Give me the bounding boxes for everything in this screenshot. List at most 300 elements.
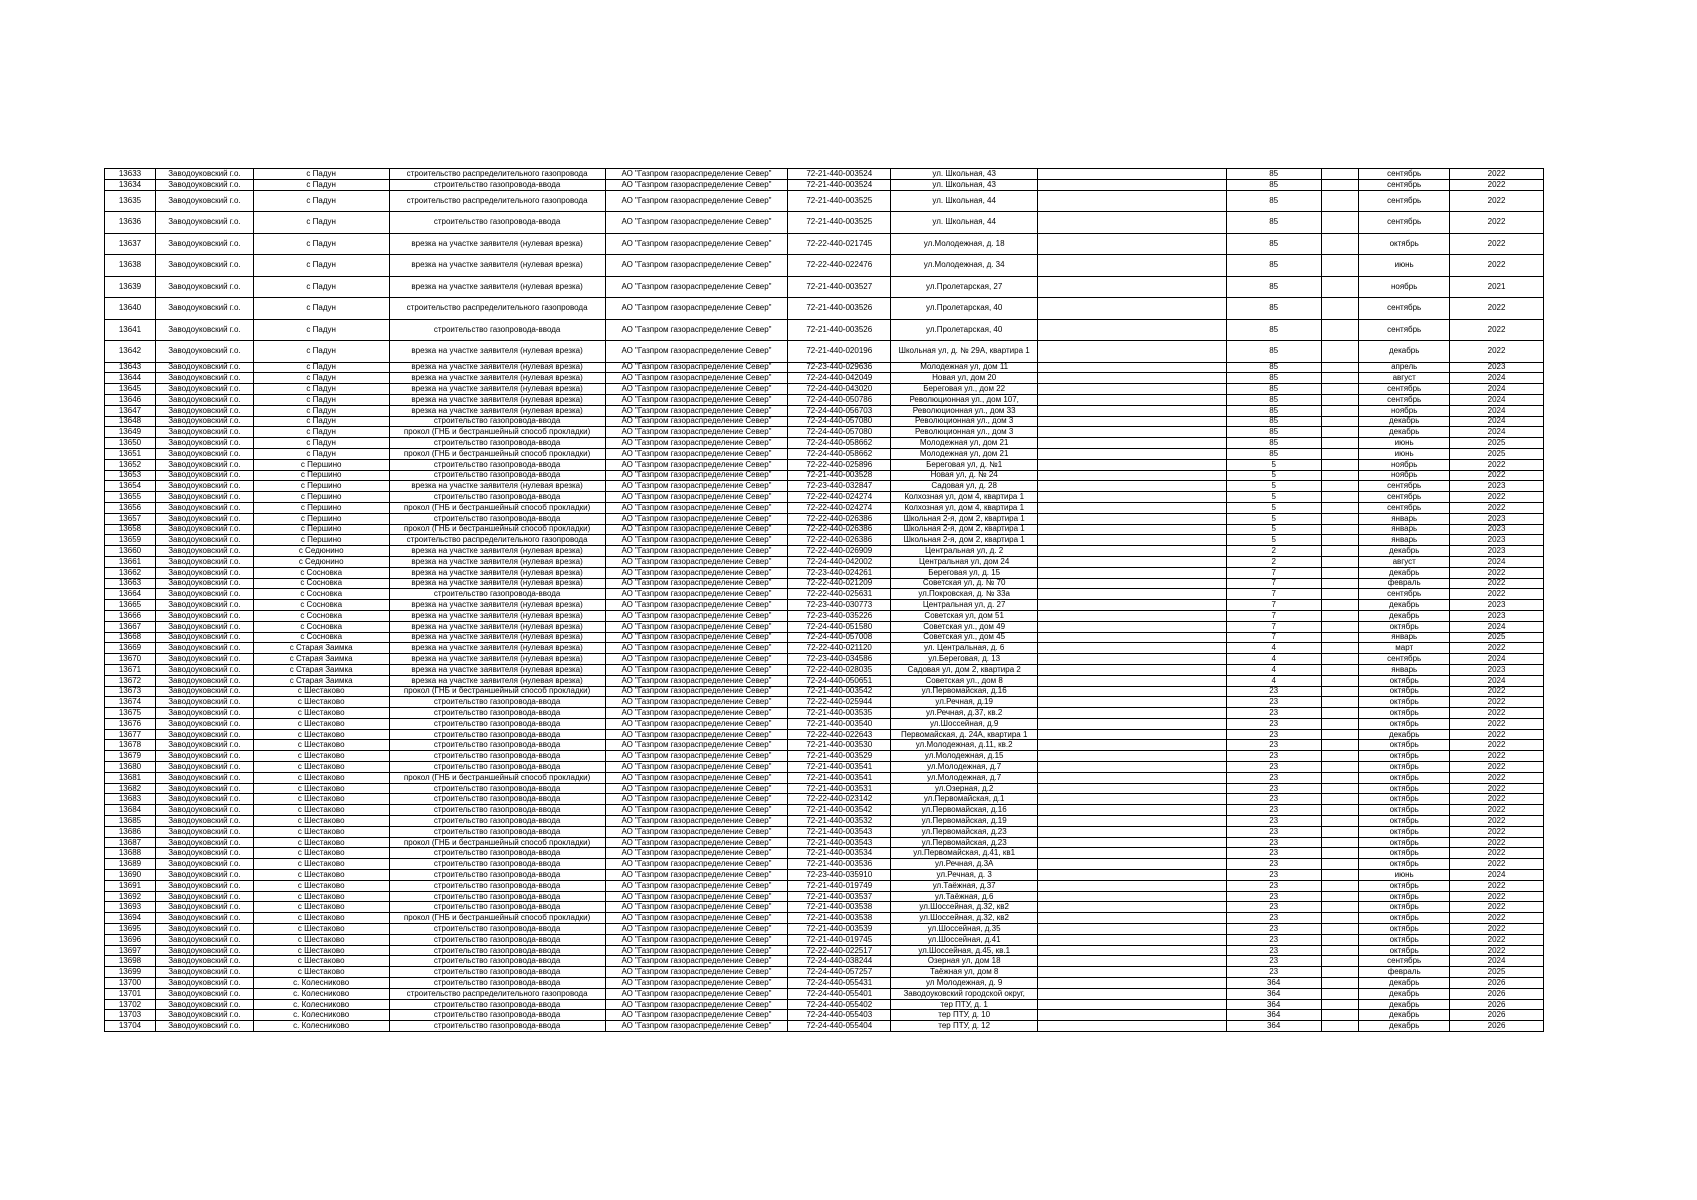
row-number-cell: 13666	[105, 610, 156, 621]
work-type-cell: строительство газопровода-ввода	[389, 751, 605, 762]
table-row	[105, 805, 1544, 816]
organization-cell: АО "Газпром газораспределение Север"	[605, 190, 788, 212]
empty-cell-2	[1321, 988, 1359, 999]
organization-cell: АО "Газпром газораспределение Север"	[605, 686, 788, 697]
application-number-cell: 72-24-440-055401	[788, 988, 891, 999]
address-cell: ул.Молодежная, д.15	[891, 751, 1038, 762]
row-number-cell: 13702	[105, 999, 156, 1010]
work-type-cell: строительство газопровода-ввода	[389, 416, 605, 427]
quantity-cell: 364	[1226, 978, 1321, 989]
month-cell: декабрь	[1359, 427, 1450, 438]
organization-cell: АО "Газпром газораспределение Север"	[605, 233, 788, 255]
organization-cell: АО "Газпром газораспределение Север"	[605, 945, 788, 956]
work-type-cell: врезка на участке заявителя (нулевая врезка)	[389, 341, 605, 363]
empty-cell	[1038, 384, 1227, 395]
work-type-cell: прокол (ГНБ и бестраншейный способ прокладки)	[389, 524, 605, 535]
work-type-cell: строительство газопровода-ввода	[389, 978, 605, 989]
quantity-cell: 85	[1226, 255, 1321, 277]
quantity-cell: 5	[1226, 524, 1321, 535]
work-type-cell: строительство газопровода-ввода	[389, 740, 605, 751]
month-cell: декабрь	[1359, 567, 1450, 578]
work-type-cell: строительство распределительного газопровода	[389, 298, 605, 320]
year-cell: 2022	[1450, 880, 1544, 891]
year-cell: 2025	[1450, 448, 1544, 459]
month-cell: февраль	[1359, 967, 1450, 978]
year-cell: 2026	[1450, 1010, 1544, 1021]
application-number-cell: 72-21-440-003536	[788, 859, 891, 870]
table-row	[105, 664, 1544, 675]
work-type-cell: строительство газопровода-ввода	[389, 967, 605, 978]
address-cell: Советская ул, д. № 70	[891, 578, 1038, 589]
organization-cell: АО "Газпром газораспределение Север"	[605, 697, 788, 708]
quantity-cell: 4	[1226, 675, 1321, 686]
district-cell: Заводоуковский г.о.	[155, 470, 253, 481]
empty-cell-2	[1321, 212, 1359, 234]
address-cell: Таёжная ул, дом 8	[891, 967, 1038, 978]
empty-cell	[1038, 664, 1227, 675]
month-cell: сентябрь	[1359, 654, 1450, 665]
table-row	[105, 654, 1544, 665]
data-table	[104, 168, 1544, 1032]
application-number-cell: 72-23-440-035226	[788, 610, 891, 621]
month-cell: октябрь	[1359, 826, 1450, 837]
district-cell: Заводоуковский г.о.	[155, 255, 253, 277]
year-cell: 2022	[1450, 169, 1544, 180]
month-cell: октябрь	[1359, 816, 1450, 827]
table-row	[105, 697, 1544, 708]
row-number-cell: 13670	[105, 654, 156, 665]
quantity-cell: 23	[1226, 826, 1321, 837]
table-row	[105, 190, 1544, 212]
empty-cell	[1038, 255, 1227, 277]
year-cell: 2025	[1450, 438, 1544, 449]
application-number-cell: 72-24-440-043020	[788, 384, 891, 395]
year-cell: 2022	[1450, 751, 1544, 762]
work-type-cell: врезка на участке заявителя (нулевая врезка)	[389, 405, 605, 416]
empty-cell-2	[1321, 341, 1359, 363]
organization-cell: АО "Газпром газораспределение Север"	[605, 481, 788, 492]
empty-cell-2	[1321, 448, 1359, 459]
month-cell: октябрь	[1359, 621, 1450, 632]
address-cell: ул.Молодежная, д.7	[891, 762, 1038, 773]
settlement-cell: с Шестаково	[253, 945, 389, 956]
organization-cell: АО "Газпром газораспределение Север"	[605, 578, 788, 589]
settlement-cell: с Падун	[253, 341, 389, 363]
district-cell: Заводоуковский г.о.	[155, 394, 253, 405]
quantity-cell: 85	[1226, 233, 1321, 255]
district-cell: Заводоуковский г.о.	[155, 999, 253, 1010]
empty-cell	[1038, 859, 1227, 870]
address-cell: Центральная ул, дом 24	[891, 556, 1038, 567]
settlement-cell: с Шестаково	[253, 826, 389, 837]
settlement-cell: с Шестаково	[253, 729, 389, 740]
empty-cell	[1038, 362, 1227, 373]
organization-cell: АО "Газпром газораспределение Север"	[605, 913, 788, 924]
empty-cell	[1038, 870, 1227, 881]
row-number-cell: 13699	[105, 967, 156, 978]
month-cell: ноябрь	[1359, 459, 1450, 470]
empty-cell	[1038, 762, 1227, 773]
address-cell: ул.Пролетарская, 27	[891, 276, 1038, 298]
application-number-cell: 72-23-440-035910	[788, 870, 891, 881]
organization-cell: АО "Газпром газораспределение Север"	[605, 621, 788, 632]
work-type-cell: строительство газопровода-ввода	[389, 762, 605, 773]
work-type-cell: прокол (ГНБ и бестраншейный способ прокладки)	[389, 448, 605, 459]
address-cell: ул.Шоссейная, д.45, кв.1	[891, 945, 1038, 956]
quantity-cell: 23	[1226, 967, 1321, 978]
application-number-cell: 72-22-440-021745	[788, 233, 891, 255]
settlement-cell: с Падун	[253, 233, 389, 255]
month-cell: октябрь	[1359, 934, 1450, 945]
address-cell: ул.Береговая, д. 13	[891, 654, 1038, 665]
empty-cell-2	[1321, 298, 1359, 320]
empty-cell-2	[1321, 794, 1359, 805]
month-cell: октябрь	[1359, 718, 1450, 729]
work-type-cell: строительство газопровода-ввода	[389, 805, 605, 816]
year-cell: 2022	[1450, 794, 1544, 805]
table-row	[105, 934, 1544, 945]
application-number-cell: 72-21-440-003526	[788, 298, 891, 320]
table-row	[105, 967, 1544, 978]
application-number-cell: 72-22-440-022476	[788, 255, 891, 277]
month-cell: сентябрь	[1359, 319, 1450, 341]
month-cell: сентябрь	[1359, 169, 1450, 180]
settlement-cell: с Сосновка	[253, 567, 389, 578]
district-cell: Заводоуковский г.о.	[155, 934, 253, 945]
organization-cell: АО "Газпром газораспределение Север"	[605, 448, 788, 459]
empty-cell	[1038, 394, 1227, 405]
row-number-cell: 13684	[105, 805, 156, 816]
address-cell: ул.Шоссейная, д.9	[891, 718, 1038, 729]
organization-cell: АО "Газпром газораспределение Север"	[605, 816, 788, 827]
empty-cell	[1038, 416, 1227, 427]
address-cell: Колхозная ул, дом 4, квартира 1	[891, 502, 1038, 513]
district-cell: Заводоуковский г.о.	[155, 524, 253, 535]
settlement-cell: с Шестаково	[253, 848, 389, 859]
application-number-cell: 72-24-440-055431	[788, 978, 891, 989]
empty-cell	[1038, 427, 1227, 438]
quantity-cell: 7	[1226, 621, 1321, 632]
empty-cell-2	[1321, 891, 1359, 902]
empty-cell-2	[1321, 1021, 1359, 1032]
quantity-cell: 4	[1226, 654, 1321, 665]
month-cell: сентябрь	[1359, 394, 1450, 405]
work-type-cell: строительство газопровода-ввода	[389, 880, 605, 891]
year-cell: 2024	[1450, 556, 1544, 567]
empty-cell	[1038, 924, 1227, 935]
organization-cell: АО "Газпром газораспределение Север"	[605, 276, 788, 298]
organization-cell: АО "Газпром газораспределение Север"	[605, 967, 788, 978]
table-row	[105, 751, 1544, 762]
empty-cell	[1038, 169, 1227, 180]
application-number-cell: 72-22-440-021120	[788, 643, 891, 654]
work-type-cell: врезка на участке заявителя (нулевая врезка)	[389, 664, 605, 675]
settlement-cell: с Старая Заимка	[253, 664, 389, 675]
quantity-cell: 85	[1226, 405, 1321, 416]
organization-cell: АО "Газпром газораспределение Север"	[605, 783, 788, 794]
work-type-cell: строительство газопровода-ввода	[389, 1010, 605, 1021]
quantity-cell: 85	[1226, 179, 1321, 190]
application-number-cell: 72-21-440-003541	[788, 772, 891, 783]
organization-cell: АО "Газпром газораспределение Север"	[605, 837, 788, 848]
application-number-cell: 72-24-440-042049	[788, 373, 891, 384]
address-cell: Колхозная ул, дом 4, квартира 1	[891, 492, 1038, 503]
quantity-cell: 85	[1226, 169, 1321, 180]
row-number-cell: 13638	[105, 255, 156, 277]
address-cell: ул.Шоссейная, д.32, кв2	[891, 913, 1038, 924]
year-cell: 2022	[1450, 686, 1544, 697]
row-number-cell: 13651	[105, 448, 156, 459]
year-cell: 2024	[1450, 384, 1544, 395]
address-cell: ул.Шоссейная, д.41	[891, 934, 1038, 945]
empty-cell-2	[1321, 567, 1359, 578]
work-type-cell: строительство газопровода-ввода	[389, 319, 605, 341]
settlement-cell: с Сосновка	[253, 610, 389, 621]
application-number-cell: 72-22-440-025944	[788, 697, 891, 708]
empty-cell-2	[1321, 751, 1359, 762]
address-cell: Революционная ул., дом 3	[891, 427, 1038, 438]
year-cell: 2022	[1450, 567, 1544, 578]
work-type-cell: прокол (ГНБ и бестраншейный способ прокладки)	[389, 772, 605, 783]
empty-cell	[1038, 373, 1227, 384]
organization-cell: АО "Газпром газораспределение Север"	[605, 632, 788, 643]
address-cell: ул.Покровская, д. № 33а	[891, 589, 1038, 600]
address-cell: ул.Первомайская, д.19	[891, 816, 1038, 827]
table-row	[105, 448, 1544, 459]
application-number-cell: 72-21-440-003525	[788, 212, 891, 234]
row-number-cell: 13649	[105, 427, 156, 438]
district-cell: Заводоуковский г.о.	[155, 362, 253, 373]
quantity-cell: 23	[1226, 718, 1321, 729]
work-type-cell: врезка на участке заявителя (нулевая врезка)	[389, 578, 605, 589]
row-number-cell: 13636	[105, 212, 156, 234]
quantity-cell: 23	[1226, 902, 1321, 913]
month-cell: октябрь	[1359, 805, 1450, 816]
empty-cell-2	[1321, 729, 1359, 740]
year-cell: 2022	[1450, 924, 1544, 935]
organization-cell: АО "Газпром газораспределение Север"	[605, 664, 788, 675]
application-number-cell: 72-22-440-024274	[788, 502, 891, 513]
month-cell: сентябрь	[1359, 492, 1450, 503]
year-cell: 2022	[1450, 212, 1544, 234]
work-type-cell: строительство распределительного газопровода	[389, 988, 605, 999]
application-number-cell: 72-21-440-019749	[788, 880, 891, 891]
month-cell: июнь	[1359, 255, 1450, 277]
table-row	[105, 589, 1544, 600]
month-cell: январь	[1359, 632, 1450, 643]
quantity-cell: 23	[1226, 805, 1321, 816]
table-row	[105, 859, 1544, 870]
quantity-cell: 2	[1226, 546, 1321, 557]
quantity-cell: 85	[1226, 190, 1321, 212]
application-number-cell: 72-22-440-022517	[788, 945, 891, 956]
district-cell: Заводоуковский г.о.	[155, 459, 253, 470]
empty-cell-2	[1321, 233, 1359, 255]
empty-cell	[1038, 341, 1227, 363]
table-row	[105, 1021, 1544, 1032]
month-cell: ноябрь	[1359, 470, 1450, 481]
address-cell: ул. Школьная, 44	[891, 190, 1038, 212]
work-type-cell: врезка на участке заявителя (нулевая врезка)	[389, 600, 605, 611]
month-cell: декабрь	[1359, 341, 1450, 363]
row-number-cell: 13681	[105, 772, 156, 783]
quantity-cell: 23	[1226, 848, 1321, 859]
address-cell: ул. Центральная, д. 6	[891, 643, 1038, 654]
table-row	[105, 524, 1544, 535]
district-cell: Заводоуковский г.о.	[155, 837, 253, 848]
empty-cell-2	[1321, 718, 1359, 729]
application-number-cell: 72-21-440-003526	[788, 319, 891, 341]
empty-cell	[1038, 902, 1227, 913]
year-cell: 2022	[1450, 492, 1544, 503]
table-row	[105, 978, 1544, 989]
empty-cell-2	[1321, 276, 1359, 298]
empty-cell	[1038, 956, 1227, 967]
empty-cell	[1038, 686, 1227, 697]
quantity-cell: 23	[1226, 837, 1321, 848]
address-cell: Школьная 2-я, дом 2, квартира 1	[891, 524, 1038, 535]
settlement-cell: с. Колесниково	[253, 999, 389, 1010]
table-row	[105, 902, 1544, 913]
empty-cell	[1038, 643, 1227, 654]
table-row	[105, 794, 1544, 805]
address-cell: Школьная ул, д. № 29А, квартира 1	[891, 341, 1038, 363]
empty-cell-2	[1321, 556, 1359, 567]
work-type-cell: строительство газопровода-ввода	[389, 1021, 605, 1032]
year-cell: 2022	[1450, 826, 1544, 837]
empty-cell-2	[1321, 816, 1359, 827]
year-cell: 2023	[1450, 610, 1544, 621]
table-row	[105, 718, 1544, 729]
quantity-cell: 5	[1226, 492, 1321, 503]
empty-cell	[1038, 567, 1227, 578]
empty-cell-2	[1321, 190, 1359, 212]
quantity-cell: 85	[1226, 276, 1321, 298]
table-row	[105, 179, 1544, 190]
empty-cell-2	[1321, 924, 1359, 935]
month-cell: октябрь	[1359, 762, 1450, 773]
empty-cell-2	[1321, 438, 1359, 449]
empty-cell	[1038, 600, 1227, 611]
settlement-cell: с Сосновка	[253, 621, 389, 632]
organization-cell: АО "Газпром газораспределение Север"	[605, 891, 788, 902]
address-cell: Садовая ул, дом 2, квартира 2	[891, 664, 1038, 675]
district-cell: Заводоуковский г.о.	[155, 654, 253, 665]
work-type-cell: врезка на участке заявителя (нулевая врезка)	[389, 610, 605, 621]
row-number-cell: 13691	[105, 880, 156, 891]
district-cell: Заводоуковский г.о.	[155, 708, 253, 719]
empty-cell	[1038, 967, 1227, 978]
year-cell: 2024	[1450, 654, 1544, 665]
district-cell: Заводоуковский г.о.	[155, 1010, 253, 1021]
row-number-cell: 13655	[105, 492, 156, 503]
month-cell: декабрь	[1359, 610, 1450, 621]
row-number-cell: 13658	[105, 524, 156, 535]
year-cell: 2022	[1450, 762, 1544, 773]
application-number-cell: 72-24-440-042002	[788, 556, 891, 567]
address-cell: ул.Первомайская, д.23	[891, 837, 1038, 848]
empty-cell	[1038, 492, 1227, 503]
address-cell: ул.Шоссейная, д.32, кв2	[891, 902, 1038, 913]
organization-cell: АО "Газпром газораспределение Север"	[605, 384, 788, 395]
application-number-cell: 72-21-440-003535	[788, 708, 891, 719]
empty-cell	[1038, 546, 1227, 557]
table-row	[105, 621, 1544, 632]
settlement-cell: с Першино	[253, 524, 389, 535]
year-cell: 2023	[1450, 664, 1544, 675]
work-type-cell: врезка на участке заявителя (нулевая врезка)	[389, 632, 605, 643]
settlement-cell: с Першино	[253, 535, 389, 546]
row-number-cell: 13671	[105, 664, 156, 675]
empty-cell	[1038, 438, 1227, 449]
organization-cell: АО "Газпром газораспределение Север"	[605, 708, 788, 719]
settlement-cell: с Падун	[253, 169, 389, 180]
empty-cell-2	[1321, 405, 1359, 416]
table-row	[105, 470, 1544, 481]
table-row	[105, 169, 1544, 180]
settlement-cell: с Першино	[253, 492, 389, 503]
organization-cell: АО "Газпром газораспределение Север"	[605, 643, 788, 654]
work-type-cell: строительство газопровода-ввода	[389, 697, 605, 708]
application-number-cell: 72-21-440-003534	[788, 848, 891, 859]
address-cell: Береговая ул, д. №1	[891, 459, 1038, 470]
address-cell: ул.Пролетарская, 40	[891, 298, 1038, 320]
empty-cell-2	[1321, 880, 1359, 891]
row-number-cell: 13657	[105, 513, 156, 524]
month-cell: октябрь	[1359, 783, 1450, 794]
month-cell: декабрь	[1359, 1010, 1450, 1021]
month-cell: октябрь	[1359, 945, 1450, 956]
row-number-cell: 13690	[105, 870, 156, 881]
table-row	[105, 762, 1544, 773]
row-number-cell: 13680	[105, 762, 156, 773]
work-type-cell: врезка на участке заявителя (нулевая врезка)	[389, 233, 605, 255]
address-cell: Озерная ул, дом 18	[891, 956, 1038, 967]
table-row	[105, 891, 1544, 902]
month-cell: октябрь	[1359, 233, 1450, 255]
district-cell: Заводоуковский г.о.	[155, 416, 253, 427]
address-cell: ул.Речная, д.19	[891, 697, 1038, 708]
quantity-cell: 85	[1226, 416, 1321, 427]
empty-cell-2	[1321, 805, 1359, 816]
work-type-cell: врезка на участке заявителя (нулевая врезка)	[389, 394, 605, 405]
table-row	[105, 459, 1544, 470]
organization-cell: АО "Газпром газораспределение Север"	[605, 600, 788, 611]
month-cell: сентябрь	[1359, 190, 1450, 212]
empty-cell	[1038, 1021, 1227, 1032]
year-cell: 2026	[1450, 999, 1544, 1010]
organization-cell: АО "Газпром газораспределение Север"	[605, 848, 788, 859]
empty-cell-2	[1321, 362, 1359, 373]
district-cell: Заводоуковский г.о.	[155, 740, 253, 751]
row-number-cell: 13668	[105, 632, 156, 643]
district-cell: Заводоуковский г.о.	[155, 967, 253, 978]
row-number-cell: 13662	[105, 567, 156, 578]
row-number-cell: 13696	[105, 934, 156, 945]
empty-cell	[1038, 654, 1227, 665]
address-cell: Новая ул, д. № 24	[891, 470, 1038, 481]
quantity-cell: 85	[1226, 362, 1321, 373]
empty-cell-2	[1321, 783, 1359, 794]
row-number-cell: 13675	[105, 708, 156, 719]
year-cell: 2024	[1450, 427, 1544, 438]
application-number-cell: 72-21-440-003538	[788, 913, 891, 924]
quantity-cell: 23	[1226, 751, 1321, 762]
settlement-cell: с Шестаково	[253, 686, 389, 697]
settlement-cell: с Шестаково	[253, 880, 389, 891]
empty-cell	[1038, 805, 1227, 816]
month-cell: сентябрь	[1359, 589, 1450, 600]
